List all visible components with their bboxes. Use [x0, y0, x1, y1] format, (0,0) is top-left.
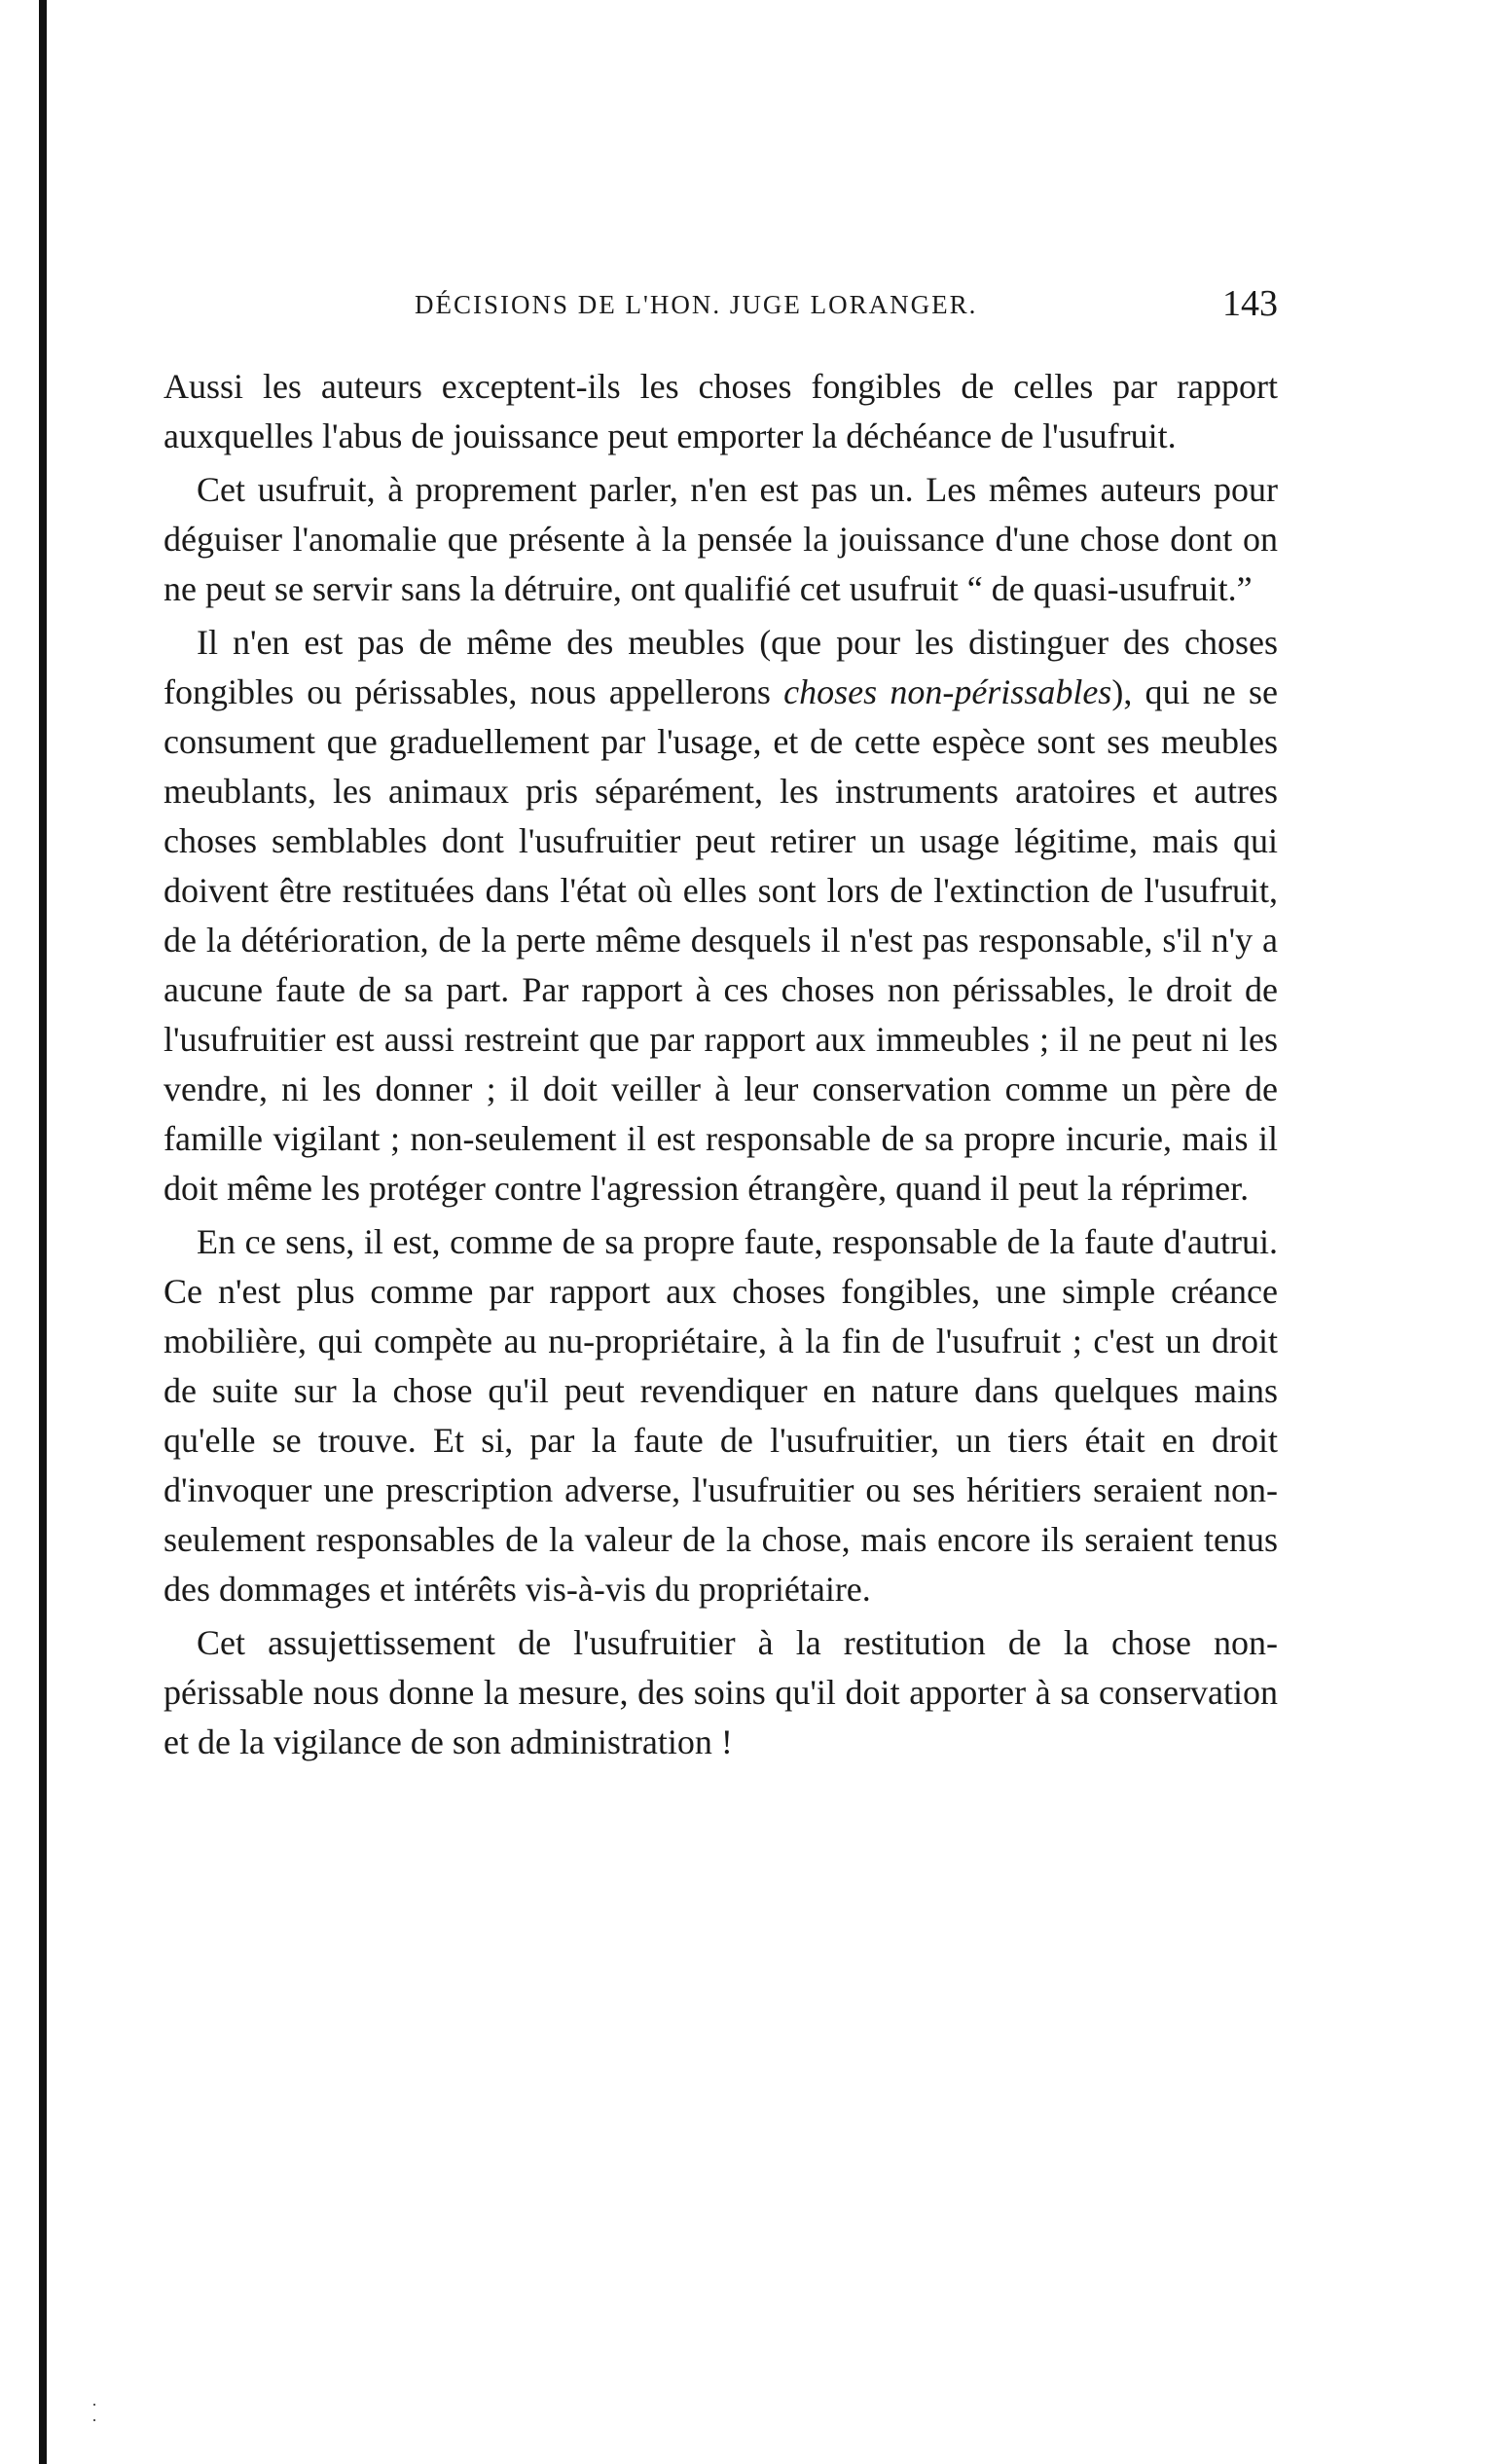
paragraph-3-text-end: ), qui ne se consument que graduellement par l'usage, et de cette espèce sont ses meubles meublants, les animaux pris séparément, les instruments aratoires et autres choses semblables dont l'usufruitier peut retirer un usage légitime, mais qui doivent être restituées dans l'état où elles sont lors de l'extinction de l'usufruit, de la détérioration, de la perte même desquels il n'est pas responsable, s'il n'y a aucune faute de sa part. Par rapport à ces choses non périssables, le droit de l'usufruitier est aussi restreint que par rapport aux immeubles ; il ne peut ni les vendre, ni les donner ; il doit veiller à leur conservation comme un père de famille vigilant ; non-seulement il est responsable de sa propre incurie, mais il doit même les protéger contre l'agression étrangère, quand il peut la réprimer.	[164, 672, 1279, 1208]
page-header	[164, 282, 1278, 341]
paragraph-1: Aussi les auteurs exceptent-ils les choses fongibles de celles par rapport auxquelles l'abus de jouissance peut emporter la déchéance de l'usufruit.	[164, 367, 1278, 455]
paragraph-2: Cet usufruit, à proprement parler, n'en est pas un. Les mêmes auteurs pour déguiser l'anomalie que présente à la pensée la jouissance d'une chose dont on ne peut se servir sans la détruire, ont qualifié cet usufruit “ de quasi-usufruit.”	[164, 470, 1278, 608]
scan-speck	[93, 2404, 95, 2406]
page-edge-rule	[39, 0, 47, 2464]
paragraph-5: Cet assujettissement de l'usufruitier à la restitution de la chose non-périssable nous donne la mesure, des soins qu'il doit apporter à sa conservation et de la vigilance de son administration !	[164, 1623, 1278, 1761]
paragraph-3-text-start: Il n'en est pas de même des meubles (que pour les distinguer des choses fongibles ou périssables, nous appellerons	[164, 623, 1278, 711]
scan-specks	[93, 2404, 97, 2443]
running-head: DÉCISIONS DE L'HON. JUGE LORANGER.	[415, 290, 978, 319]
page-body	[164, 362, 1278, 2289]
page-number: 143	[1222, 283, 1278, 324]
paragraph-3	[164, 618, 1278, 1214]
scan-speck	[93, 2419, 95, 2421]
paragraph-3-italic-term: choses non-périssables	[783, 672, 1112, 711]
paragraph-4: En ce sens, il est, comme de sa propre faute, responsable de la faute d'autrui. Ce n'est plus comme par rapport aux choses fongibles, une simple créance mobilière, qui compète au nu-propriétaire, à la fin de l'usufruit ; c'est un droit de suite sur la chose qu'il peut revendiquer en nature dans quelques mains qu'elle se trouve. Et si, par la faute de l'usufruitier, un tiers était en droit d'invoquer une prescription adverse, l'usufruitier ou ses héritiers seraient non-seulement responsables de la valeur de la chose, mais encore ils seraient tenus des dommages et intérêts vis-à-vis du propriétaire.	[164, 1222, 1278, 1609]
